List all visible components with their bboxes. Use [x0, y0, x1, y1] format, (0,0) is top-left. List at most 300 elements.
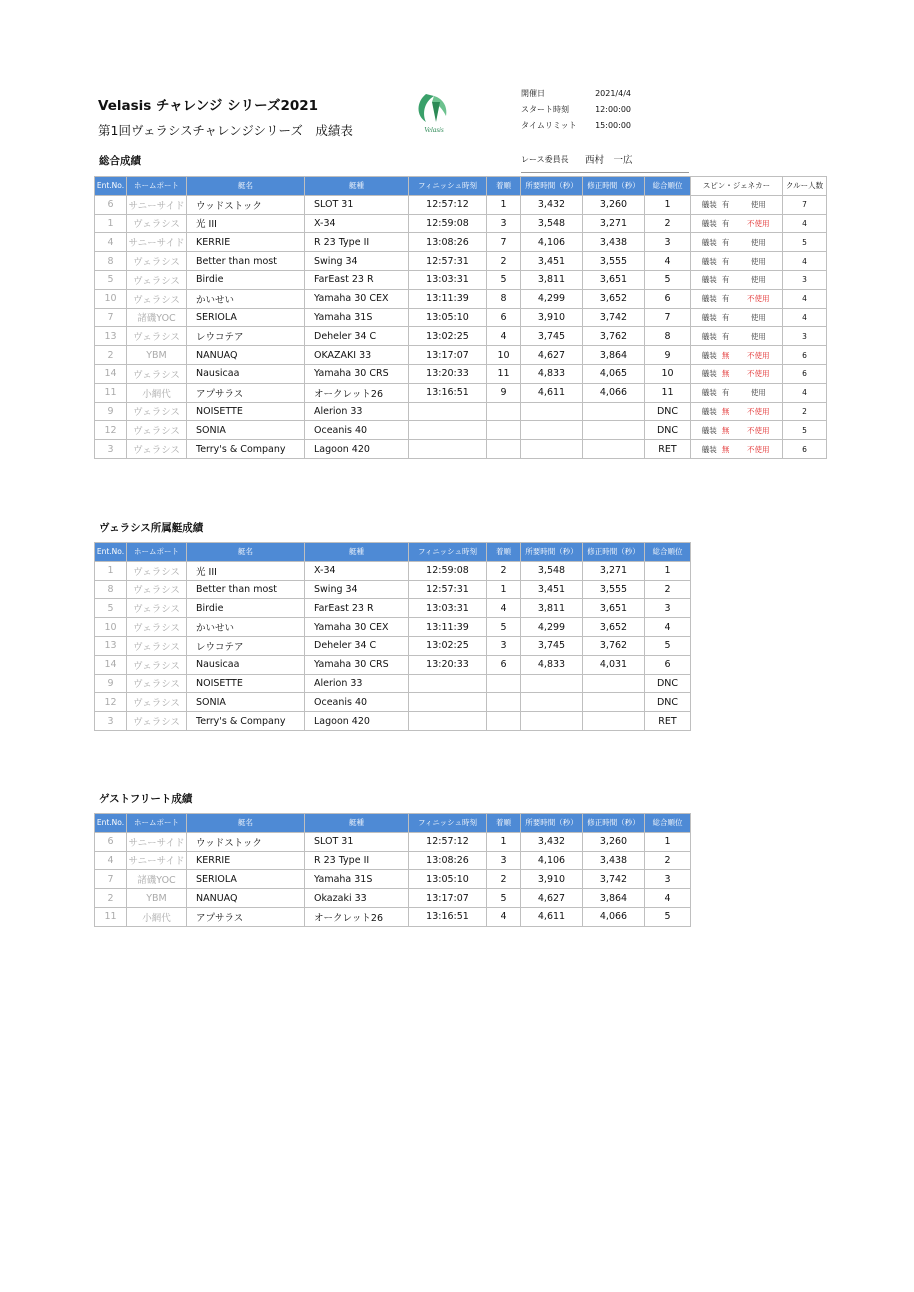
ent-no-cell: 6: [95, 832, 127, 851]
overall-rank-cell: 2: [645, 580, 691, 599]
boat-name-cell: NOISETTE: [187, 402, 305, 421]
corrected-cell: [583, 693, 645, 712]
usage-status: 使用: [750, 312, 766, 322]
boat-name-cell: アプサラス: [187, 383, 305, 402]
home-port-cell: ヴェラシス: [127, 655, 187, 674]
meta-value: 12:00:00: [595, 105, 631, 114]
finish-order-cell: 2: [487, 252, 521, 271]
ent-no-cell: 14: [95, 364, 127, 383]
home-port-cell: サニーサイド: [127, 195, 187, 214]
home-port-cell: ヴェラシス: [127, 636, 187, 655]
rigging-status: 無: [721, 425, 730, 435]
meta-value: 15:00:00: [595, 121, 631, 130]
finish-order-cell: [487, 440, 521, 459]
corrected-cell: 3,762: [583, 327, 645, 346]
spinnaker-cell: [691, 233, 783, 252]
boat-type-cell: オークレット26: [305, 383, 409, 402]
committee-label: レース委員長: [521, 155, 569, 164]
boat-name-cell: Birdie: [187, 599, 305, 618]
finish-order-cell: 11: [487, 364, 521, 383]
table-row: [95, 674, 691, 693]
boat-type-cell: Oceanis 40: [305, 693, 409, 712]
table-row: [95, 440, 827, 459]
elapsed-cell: 4,299: [521, 289, 583, 308]
finish-order-cell: 9: [487, 383, 521, 402]
crew-count-cell: 4: [783, 252, 827, 271]
column-header: 着順: [487, 177, 521, 196]
table-row: [95, 402, 827, 421]
boat-type-cell: Yamaha 31S: [305, 308, 409, 327]
spinnaker-cell: [691, 364, 783, 383]
elapsed-cell: 3,811: [521, 270, 583, 289]
usage-status: 使用: [750, 331, 766, 341]
home-port-cell: YBM: [127, 889, 187, 908]
finish-order-cell: 3: [487, 636, 521, 655]
boat-name-cell: Nausicaa: [187, 364, 305, 383]
elapsed-cell: 3,910: [521, 870, 583, 889]
boat-name-cell: Better than most: [187, 580, 305, 599]
rigging-status: 有: [721, 275, 730, 285]
spinnaker-cell: [691, 421, 783, 440]
crew-count-cell: 6: [783, 440, 827, 459]
rigging-label: 艤装: [701, 294, 717, 304]
finish-time-cell: 13:02:25: [409, 636, 487, 655]
column-header: 艇種: [305, 814, 409, 833]
rigging-status: 有: [721, 312, 730, 322]
ent-no-cell: 9: [95, 402, 127, 421]
elapsed-cell: 3,745: [521, 636, 583, 655]
home-port-cell: ヴェラシス: [127, 440, 187, 459]
boat-name-cell: Better than most: [187, 252, 305, 271]
spinnaker-cell: [691, 214, 783, 233]
table-row: [95, 561, 691, 580]
elapsed-cell: 3,910: [521, 308, 583, 327]
corrected-cell: 3,651: [583, 270, 645, 289]
crew-count-cell: 4: [783, 289, 827, 308]
race-committee: [521, 151, 689, 173]
finish-time-cell: 12:57:12: [409, 195, 487, 214]
column-header: 艇種: [305, 543, 409, 562]
finish-order-cell: 3: [487, 214, 521, 233]
home-port-cell: ヴェラシス: [127, 270, 187, 289]
column-header: フィニッシュ時刻: [409, 814, 487, 833]
boat-type-cell: Deheler 34 C: [305, 636, 409, 655]
finish-order-cell: 1: [487, 832, 521, 851]
table-row: [95, 851, 691, 870]
boat-type-cell: Yamaha 30 CEX: [305, 618, 409, 637]
elapsed-cell: 3,811: [521, 599, 583, 618]
column-header: フィニッシュ時刻: [409, 177, 487, 196]
crew-count-cell: 2: [783, 402, 827, 421]
usage-status: 使用: [750, 275, 766, 285]
elapsed-cell: [521, 402, 583, 421]
finish-time-cell: 13:20:33: [409, 364, 487, 383]
corrected-cell: 4,031: [583, 655, 645, 674]
rigging-status: 有: [721, 200, 730, 210]
column-header: Ent.No.: [95, 543, 127, 562]
ent-no-cell: 10: [95, 618, 127, 637]
crew-count-cell: 4: [783, 308, 827, 327]
document-title: Velasis チャレンジ シリーズ2021: [98, 98, 319, 114]
ent-no-cell: 8: [95, 252, 127, 271]
ent-no-cell: 1: [95, 214, 127, 233]
event-meta: [521, 86, 631, 134]
overall-rank-cell: 4: [645, 618, 691, 637]
overall-rank-cell: 2: [645, 851, 691, 870]
table-row: [95, 636, 691, 655]
finish-order-cell: 2: [487, 870, 521, 889]
ent-no-cell: 1: [95, 561, 127, 580]
rigging-label: 艤装: [701, 369, 717, 379]
finish-order-cell: 4: [487, 599, 521, 618]
corrected-cell: 3,652: [583, 618, 645, 637]
boat-name-cell: Nausicaa: [187, 655, 305, 674]
boat-type-cell: R 23 Type II: [305, 233, 409, 252]
corrected-cell: 3,864: [583, 889, 645, 908]
spinnaker-cell: [691, 383, 783, 402]
home-port-cell: サニーサイド: [127, 832, 187, 851]
ent-no-cell: 2: [95, 889, 127, 908]
finish-order-cell: 4: [487, 327, 521, 346]
home-port-cell: ヴェラシス: [127, 674, 187, 693]
finish-time-cell: 12:59:08: [409, 561, 487, 580]
finish-time-cell: [409, 421, 487, 440]
ent-no-cell: 5: [95, 270, 127, 289]
ent-no-cell: 13: [95, 636, 127, 655]
usage-status: 不使用: [747, 425, 770, 435]
overall-heading: 総合成績: [99, 155, 141, 167]
meta-label: タイムリミット: [521, 121, 577, 130]
rigging-label: 艤装: [701, 388, 717, 398]
usage-status: 不使用: [747, 369, 770, 379]
corrected-cell: 3,271: [583, 561, 645, 580]
boat-name-cell: SONIA: [187, 693, 305, 712]
finish-time-cell: 13:11:39: [409, 289, 487, 308]
elapsed-cell: 3,745: [521, 327, 583, 346]
corrected-cell: 4,066: [583, 383, 645, 402]
elapsed-cell: 3,432: [521, 195, 583, 214]
column-header: 着順: [487, 814, 521, 833]
overall-rank-cell: 4: [645, 889, 691, 908]
column-header: 艇名: [187, 814, 305, 833]
elapsed-cell: 3,548: [521, 214, 583, 233]
velasis-results-table: [94, 542, 691, 731]
finish-time-cell: 13:11:39: [409, 618, 487, 637]
corrected-cell: [583, 712, 645, 731]
home-port-cell: ヴェラシス: [127, 580, 187, 599]
corrected-cell: 3,271: [583, 214, 645, 233]
table-row: [95, 870, 691, 889]
rigging-status: 有: [721, 294, 730, 304]
boat-type-cell: OKAZAKI 33: [305, 346, 409, 365]
corrected-cell: 3,864: [583, 346, 645, 365]
ent-no-cell: 13: [95, 327, 127, 346]
overall-rank-cell: 1: [645, 561, 691, 580]
column-header: 修正時間（秒）: [583, 543, 645, 562]
boat-type-cell: Deheler 34 C: [305, 327, 409, 346]
rigging-label: 艤装: [701, 425, 717, 435]
corrected-cell: 3,652: [583, 289, 645, 308]
boat-type-cell: Alerion 33: [305, 402, 409, 421]
boat-type-cell: X-34: [305, 214, 409, 233]
column-header: ホームポート: [127, 177, 187, 196]
ent-no-cell: 4: [95, 233, 127, 252]
finish-time-cell: 13:16:51: [409, 383, 487, 402]
finish-order-cell: 3: [487, 851, 521, 870]
finish-time-cell: 13:03:31: [409, 599, 487, 618]
boat-name-cell: 光 III: [187, 214, 305, 233]
header-row: [95, 177, 827, 196]
finish-order-cell: [487, 693, 521, 712]
boat-type-cell: Yamaha 31S: [305, 870, 409, 889]
table-row: [95, 195, 827, 214]
committee-name: 西村 一広: [585, 155, 633, 166]
overall-rank-cell: 8: [645, 327, 691, 346]
boat-type-cell: Yamaha 30 CRS: [305, 655, 409, 674]
corrected-cell: 3,260: [583, 195, 645, 214]
spinnaker-cell: [691, 308, 783, 327]
ent-no-cell: 10: [95, 289, 127, 308]
ent-no-cell: 6: [95, 195, 127, 214]
finish-time-cell: [409, 440, 487, 459]
finish-order-cell: 5: [487, 618, 521, 637]
crew-count-cell: 6: [783, 364, 827, 383]
home-port-cell: ヴェラシス: [127, 618, 187, 637]
rigging-label: 艤装: [701, 312, 717, 322]
overall-rank-cell: 5: [645, 270, 691, 289]
overall-rank-cell: 4: [645, 252, 691, 271]
ent-no-cell: 9: [95, 674, 127, 693]
guest-results-table: [94, 813, 691, 927]
home-port-cell: ヴェラシス: [127, 599, 187, 618]
finish-order-cell: 1: [487, 195, 521, 214]
table-row: [95, 346, 827, 365]
boat-type-cell: Swing 34: [305, 252, 409, 271]
boat-type-cell: オークレット26: [305, 907, 409, 926]
overall-rank-cell: 1: [645, 195, 691, 214]
finish-time-cell: [409, 402, 487, 421]
corrected-cell: 3,260: [583, 832, 645, 851]
boat-type-cell: Yamaha 30 CEX: [305, 289, 409, 308]
home-port-cell: ヴェラシス: [127, 252, 187, 271]
finish-time-cell: 13:08:26: [409, 233, 487, 252]
home-port-cell: 諸磯YOC: [127, 870, 187, 889]
home-port-cell: 小網代: [127, 383, 187, 402]
column-header: 艇種: [305, 177, 409, 196]
spinnaker-cell: [691, 289, 783, 308]
column-header: クルー人数: [783, 177, 827, 196]
finish-time-cell: 13:08:26: [409, 851, 487, 870]
table-row: [95, 421, 827, 440]
finish-order-cell: 5: [487, 889, 521, 908]
boat-type-cell: Lagoon 420: [305, 440, 409, 459]
home-port-cell: ヴェラシス: [127, 693, 187, 712]
home-port-cell: ヴェラシス: [127, 421, 187, 440]
overall-rank-cell: 6: [645, 289, 691, 308]
home-port-cell: ヴェラシス: [127, 214, 187, 233]
boat-type-cell: Swing 34: [305, 580, 409, 599]
boat-name-cell: NOISETTE: [187, 674, 305, 693]
rigging-status: 無: [721, 350, 730, 360]
finish-order-cell: 8: [487, 289, 521, 308]
boat-name-cell: ウッドストック: [187, 832, 305, 851]
boat-name-cell: NANUAQ: [187, 889, 305, 908]
elapsed-cell: 3,548: [521, 561, 583, 580]
usage-status: 不使用: [747, 350, 770, 360]
boat-name-cell: ウッドストック: [187, 195, 305, 214]
meta-value: 2021/4/4: [595, 89, 631, 98]
ent-no-cell: 11: [95, 383, 127, 402]
rigging-label: 艤装: [701, 237, 717, 247]
boat-name-cell: KERRIE: [187, 851, 305, 870]
boat-name-cell: Terry's & Company: [187, 440, 305, 459]
home-port-cell: ヴェラシス: [127, 712, 187, 731]
rigging-status: 無: [721, 444, 730, 454]
boat-name-cell: アプサラス: [187, 907, 305, 926]
corrected-cell: 3,438: [583, 233, 645, 252]
finish-time-cell: 13:05:10: [409, 870, 487, 889]
spinnaker-cell: [691, 402, 783, 421]
home-port-cell: サニーサイド: [127, 233, 187, 252]
table-row: [95, 233, 827, 252]
usage-status: 不使用: [747, 218, 770, 228]
home-port-cell: YBM: [127, 346, 187, 365]
finish-time-cell: 12:59:08: [409, 214, 487, 233]
boat-type-cell: SLOT 31: [305, 195, 409, 214]
home-port-cell: 小網代: [127, 907, 187, 926]
overall-rank-cell: 1: [645, 832, 691, 851]
rigging-status: 有: [721, 256, 730, 266]
finish-order-cell: 7: [487, 233, 521, 252]
column-header: 総合順位: [645, 814, 691, 833]
table-row: [95, 712, 691, 731]
elapsed-cell: 4,833: [521, 364, 583, 383]
home-port-cell: ヴェラシス: [127, 364, 187, 383]
corrected-cell: 3,555: [583, 580, 645, 599]
boat-name-cell: レウコテア: [187, 636, 305, 655]
document-subtitle: 第1回ヴェラシスチャレンジシリーズ 成績表: [98, 123, 353, 138]
elapsed-cell: [521, 421, 583, 440]
ent-no-cell: 12: [95, 693, 127, 712]
boat-type-cell: Okazaki 33: [305, 889, 409, 908]
boat-name-cell: Terry's & Company: [187, 712, 305, 731]
crew-count-cell: 4: [783, 214, 827, 233]
overall-rank-cell: 5: [645, 907, 691, 926]
finish-time-cell: 13:17:07: [409, 889, 487, 908]
header-row: [95, 543, 691, 562]
meta-label: 開催日: [521, 89, 545, 98]
column-header: Ent.No.: [95, 177, 127, 196]
elapsed-cell: [521, 674, 583, 693]
rigging-label: 艤装: [701, 275, 717, 285]
overall-rank-cell: 11: [645, 383, 691, 402]
table-row: [95, 364, 827, 383]
corrected-cell: 3,742: [583, 870, 645, 889]
rigging-status: 無: [721, 406, 730, 416]
table-row: [95, 889, 691, 908]
boat-name-cell: KERRIE: [187, 233, 305, 252]
spinnaker-cell: [691, 346, 783, 365]
ent-no-cell: 8: [95, 580, 127, 599]
svg-text:Velasis: Velasis: [424, 126, 444, 134]
column-header: Ent.No.: [95, 814, 127, 833]
table-row: [95, 580, 691, 599]
table-row: [95, 907, 691, 926]
column-header: 修正時間（秒）: [583, 177, 645, 196]
column-header: 所要時間（秒）: [521, 543, 583, 562]
boat-type-cell: FarEast 23 R: [305, 599, 409, 618]
overall-rank-cell: 3: [645, 233, 691, 252]
finish-time-cell: 12:57:31: [409, 580, 487, 599]
crew-count-cell: 5: [783, 233, 827, 252]
column-header: 所要時間（秒）: [521, 814, 583, 833]
boat-name-cell: かいせい: [187, 289, 305, 308]
boat-type-cell: FarEast 23 R: [305, 270, 409, 289]
finish-time-cell: 13:20:33: [409, 655, 487, 674]
rigging-label: 艤装: [701, 406, 717, 416]
boat-name-cell: Birdie: [187, 270, 305, 289]
finish-order-cell: 6: [487, 308, 521, 327]
home-port-cell: ヴェラシス: [127, 402, 187, 421]
elapsed-cell: 4,627: [521, 346, 583, 365]
finish-order-cell: [487, 674, 521, 693]
crew-count-cell: 3: [783, 327, 827, 346]
ent-no-cell: 7: [95, 870, 127, 889]
overall-rank-cell: 3: [645, 870, 691, 889]
rigging-label: 艤装: [701, 331, 717, 341]
spinnaker-cell: [691, 252, 783, 271]
rigging-label: 艤装: [701, 256, 717, 266]
header-row: [95, 814, 691, 833]
ent-no-cell: 3: [95, 440, 127, 459]
overall-rank-cell: RET: [645, 440, 691, 459]
ent-no-cell: 3: [95, 712, 127, 731]
elapsed-cell: 3,451: [521, 580, 583, 599]
elapsed-cell: 3,432: [521, 832, 583, 851]
overall-rank-cell: 10: [645, 364, 691, 383]
spinnaker-cell: [691, 440, 783, 459]
boat-type-cell: R 23 Type II: [305, 851, 409, 870]
table-row: [95, 327, 827, 346]
table-row: [95, 599, 691, 618]
finish-time-cell: 12:57:31: [409, 252, 487, 271]
crew-count-cell: 3: [783, 270, 827, 289]
table-row: [95, 289, 827, 308]
boat-type-cell: X-34: [305, 561, 409, 580]
column-header: 修正時間（秒）: [583, 814, 645, 833]
home-port-cell: ヴェラシス: [127, 289, 187, 308]
corrected-cell: [583, 421, 645, 440]
column-header: 艇名: [187, 177, 305, 196]
crew-count-cell: 5: [783, 421, 827, 440]
finish-order-cell: 10: [487, 346, 521, 365]
elapsed-cell: 4,833: [521, 655, 583, 674]
rigging-status: 無: [721, 369, 730, 379]
finish-order-cell: 6: [487, 655, 521, 674]
table-row: [95, 270, 827, 289]
column-header: 総合順位: [645, 543, 691, 562]
velasis-heading: ヴェラシス所属艇成績: [99, 522, 204, 534]
ent-no-cell: 7: [95, 308, 127, 327]
boat-name-cell: SERIOLA: [187, 870, 305, 889]
column-header: 所要時間（秒）: [521, 177, 583, 196]
spinnaker-cell: [691, 195, 783, 214]
table-row: [95, 214, 827, 233]
boat-type-cell: Alerion 33: [305, 674, 409, 693]
crew-count-cell: 6: [783, 346, 827, 365]
ent-no-cell: 12: [95, 421, 127, 440]
usage-status: 不使用: [747, 444, 770, 454]
